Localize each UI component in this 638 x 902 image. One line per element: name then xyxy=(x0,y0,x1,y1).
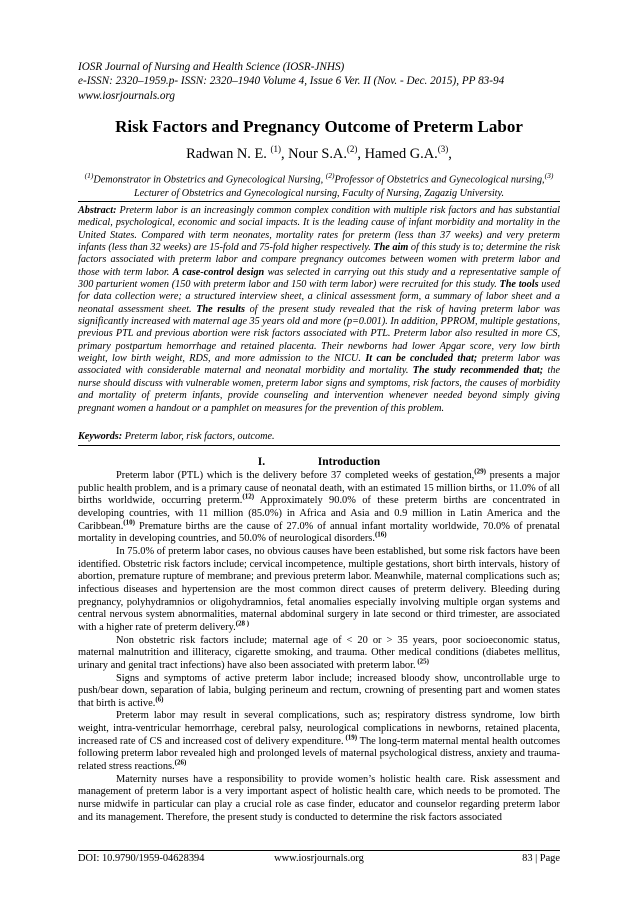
citation: (10) xyxy=(123,518,135,527)
section-number: I. xyxy=(257,456,266,468)
abstract-design-label: A case-control design xyxy=(172,266,265,278)
section-heading xyxy=(78,456,560,468)
author-list xyxy=(78,144,560,163)
body-text-run: Maternity nurses have a responsibility to provide women’s holistic health care. Risk assessment and management of preterm labor is a very important aspect of holistic health care, which needs to be promoted. The nurse midwife in particular can play a crucial role as case finder, educator and counselor regarding preterm labor and its management. Therefore, the present study is conducted to determine the risk factors associated xyxy=(78,773,560,823)
footer-site-link[interactable]: www.iosrjournals.org xyxy=(274,853,364,864)
abstract-text: preterm labor was associated with considerable maternal and neonatal morbidity and mortality. xyxy=(78,353,561,377)
citation: (12) xyxy=(242,492,255,501)
body-paragraph xyxy=(78,635,560,673)
abstract-text: of this study is to; determine the risk factors associated with preterm labor and compare pregnancy outcomes between women with preterm labor and those with term labor. xyxy=(78,242,560,278)
abstract-text: used for data collection were; a structured interview sheet, a clinical assessment form, a summary of labor sheet and a neonatal assessment sheet. xyxy=(78,279,560,315)
author-separator: , xyxy=(280,145,289,162)
body-paragraph xyxy=(78,673,560,711)
citation: (26) xyxy=(174,758,187,767)
keywords-label: Keywords: xyxy=(78,431,123,442)
citation: (25) xyxy=(415,657,429,666)
affiliation-text: Professor of Obstetrics and Gynecological nursing, xyxy=(334,174,545,186)
abstract-text: Preterm labor is an increasingly common complex condition with multiple risk factors and has substantial medical, psychological, economic and social impacts. It is the leading cause of infant morbidity and mortality in the United States. Compared with term neonates, mortality rates for preterm (less than 37 weeks) and very preterm infants (less than 32 weeks) are 15-fold and 75-fold higher respectively. xyxy=(78,205,560,254)
journal-issn: e-ISSN: 2320–1959.p- ISSN: 2320–1940 Volume 4, Issue 6 Ver. II (Nov. - Dec. 2015), PP 83-94 xyxy=(78,75,505,88)
citation: (6) xyxy=(155,695,164,704)
body-text-run: presents a major public health problem, and is a primary cause of neonatal death, with an estimated 15 million births, or 11.0% of all births worldwide, occurring preterm. xyxy=(78,470,560,507)
abstract-bottom-divider xyxy=(78,445,560,446)
affiliation-marker: (3) xyxy=(544,171,554,180)
journal-site: www.iosrjournals.org xyxy=(78,89,175,102)
author-name: Nour S.A. xyxy=(288,145,347,162)
abstract-text: was selected in carrying out this study and a representative sample of 300 parturient women (150 with preterm labor and 150 with term labor) were recruited for this study. xyxy=(78,266,560,291)
author-affiliation-marker: (2) xyxy=(346,144,358,154)
section-title: Introduction xyxy=(317,456,381,468)
abstract-conclusion-label: It can be concluded that; xyxy=(365,353,478,365)
citation: (28 ) xyxy=(235,619,250,628)
body-text-run: Premature births are the cause of 27.0% of annual infant mortality worldwide, 70.0% of prenatal mortality in developing countries, and 50.0% of neurological disorders. xyxy=(78,520,560,545)
keywords-text: Preterm labor, risk factors, outcome. xyxy=(122,431,275,442)
abstract-text: the nurse should discuss with vulnerable women, preterm labor signs and symptoms, risk factors, the causes of morbidity and mortality of preterm infants, provide counseling and intervention whenever needed beyond simply giving pregnant women a handout or a pamphlet on measures for the prevention of this problem. xyxy=(78,365,560,414)
abstract-results-label: The results xyxy=(196,303,245,315)
journal-header xyxy=(78,60,560,103)
author-separator: , xyxy=(448,145,452,162)
affiliation-marker: (2) xyxy=(325,171,335,180)
paper-title: Risk Factors and Pregnancy Outcome of Preterm Labor xyxy=(115,117,523,136)
body-paragraph xyxy=(78,774,560,825)
author-affiliations xyxy=(78,169,560,201)
keywords xyxy=(78,431,560,442)
footer-page-number: 83 | Page xyxy=(522,853,560,864)
abstract-recommendation-label: The study recommended that; xyxy=(412,365,544,377)
body-paragraph xyxy=(78,467,561,546)
abstract-top-divider xyxy=(78,201,560,202)
author-separator: , xyxy=(357,145,365,162)
journal-name: IOSR Journal of Nursing and Health Science (IOSR-JNHS) xyxy=(78,61,345,73)
abstract-tools-label: The tools xyxy=(499,279,539,291)
abstract-text: of the present study revealed that the risk of having preterm labor was significantly increased with maternal age 35 years old and more (p=0.001). In addition, PPROM, multiple gestations, previous PTL and previous abortion were risk factors associated with PTL. Preterm labor also resulted in more CS, primary postpartum hemorrhage and retained placenta. Their newborns had lower Apgar score, very low birth weight, low birth weight, RDS, and more admission to the NICU. xyxy=(78,303,560,365)
author-name: Radwan N. E. xyxy=(186,145,267,162)
abstract-aim-label: The aim xyxy=(373,242,409,254)
abstract xyxy=(78,205,560,415)
body-text-run: In 75.0% of preterm labor cases, no obvious causes have been established, but some risk factors have been identified. Obstetric risk factors include; cervical incompetence, multiple gestations, short birth intervals, history of abortion, premature rupture of membrane; and previous preterm labor. Meanwhile, maternal complications such as; infectious diseases and hypertension are the most common direct causes of preterm delivery. Bleeding during pregnancy, polyhydramnios or oligohydramnios, fetal anomalies especially involving multiple organ systems and central nervous system abnormalities, maternal abdominal surgery in late second or third trimester, are associated with a higher rate of preterm delivery. xyxy=(78,545,560,633)
affiliation-text: Lecturer of Obstetrics and Gynecological nursing, Faculty of Nursing, Zagazig University. xyxy=(133,187,505,199)
body-paragraph xyxy=(78,546,560,635)
body-text-run: The long-term maternal mental health outcomes following preterm labor revealed high and prolonged levels of maternal psychological distress, anxiety and trauma-related stress reactions. xyxy=(78,735,560,773)
footer-divider xyxy=(78,850,560,851)
author-name: Hamed G.A. xyxy=(364,145,438,162)
affiliation-text: Demonstrator in Obstetrics and Gynecological Nursing, xyxy=(93,174,326,186)
body-text-run: Preterm labor (PTL) which is the delivery before 37 completed weeks of gestation, xyxy=(116,470,475,481)
body-paragraph xyxy=(78,710,560,773)
footer-doi: DOI: 10.9790/1959-04628394 xyxy=(78,853,205,864)
body-text-run: Preterm labor may result in several complications, such as; respiratory distress syndrome, low birth weight, intra-ventricular hemorrhage, cerebral palsy, neurological complications in newborns, retained placenta, increased rate of CS and increased cost of delivery expenditure. xyxy=(78,710,560,747)
author-affiliation-marker: (3) xyxy=(437,144,449,154)
body-text-run: Non obstetric risk factors include; maternal age of < 20 or > 35 years, poor socioeconomic status, maternal malnutrition and illiteracy, cigarette smoking, and trauma. Other medical conditions (diabetes mellitus, urinary and genital tract infections) have also been associated with preterm labor. xyxy=(78,634,560,671)
body-text xyxy=(78,467,561,824)
affiliation-marker: (1) xyxy=(84,171,94,180)
body-text-run: Signs and symptoms of active preterm labor include; increased bloody show, uncontrollable urge to push/bear down, separation of labia, bulging perineum and rectum, crowning of presenting part and women states that birth is active. xyxy=(78,672,560,709)
abstract-label: Abstract: xyxy=(78,205,117,216)
body-text-run: Approximately 90.0% of these preterm births are concentrated in developing countries, with 11 million (85.0%) in Africa and Asia and 0.9 million in Latin America and the Caribbean. xyxy=(78,495,561,532)
citation: (16) xyxy=(374,530,387,539)
citation: (19) xyxy=(343,733,358,742)
citation: (29) xyxy=(474,467,486,476)
author-affiliation-marker: (1) xyxy=(270,144,281,154)
